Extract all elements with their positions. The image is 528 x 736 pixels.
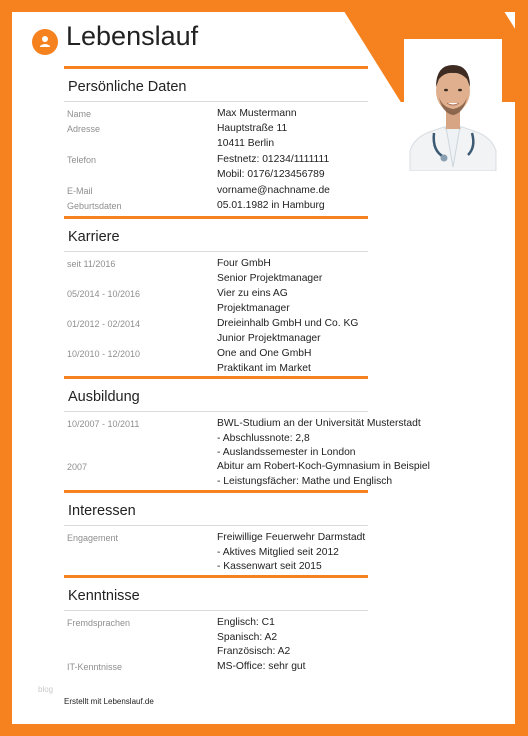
data-row — [64, 287, 368, 317]
data-row — [64, 460, 430, 490]
section-title: Persönliche Daten — [68, 79, 187, 95]
row-value: Vier zu eins AG — [217, 288, 288, 299]
row-label: Adresse — [67, 124, 101, 134]
section-title: Ausbildung — [68, 389, 140, 405]
row-value: MS-Office: sehr gut — [217, 661, 306, 672]
row-value: Freiwillige Feuerwehr Darmstadt — [217, 532, 366, 543]
section-career — [64, 216, 368, 377]
section-title: Interessen — [68, 503, 136, 519]
row-value: Dreieinhalb GmbH und Co. KG — [217, 318, 359, 329]
row-value: Abitur am Robert-Koch-Gymnasium in Beispiel — [217, 461, 430, 472]
data-row — [64, 153, 368, 184]
row-value: Senior Projektmanager — [217, 272, 323, 284]
row-label: E-Mail — [67, 186, 93, 196]
section-skills — [64, 575, 368, 675]
section-title: Karriere — [68, 229, 120, 245]
row-value: Französisch: A2 — [217, 646, 291, 657]
row-value: 05.01.1982 in Hamburg — [217, 200, 325, 211]
data-row — [64, 347, 368, 377]
row-label: Fremdsprachen — [67, 618, 131, 628]
footer-credit: Erstellt mit Lebenslauf.de — [64, 697, 154, 706]
row-value: vorname@nachname.de — [217, 185, 330, 196]
person-download-icon — [32, 29, 58, 55]
row-value: Festnetz: 01234/1111111 — [217, 154, 330, 165]
watermark: blog — [38, 685, 54, 694]
row-value: Four GmbH — [217, 258, 271, 269]
row-label: Geburtsdaten — [67, 201, 122, 211]
row-value: One and One GmbH — [217, 348, 312, 359]
document-title: Lebenslauf — [66, 21, 199, 51]
row-value: - Abschlussnote: 2,8 — [217, 432, 310, 444]
row-value: - Auslandssemester in London — [217, 447, 356, 458]
logo-badge — [32, 29, 58, 55]
row-value: Projektmanager — [217, 302, 290, 314]
section-personal-data — [64, 66, 368, 214]
row-value: Mobil: 0176/123456789 — [217, 168, 325, 180]
row-value: - Kassenwart seit 2015 — [217, 561, 322, 572]
row-value: Englisch: C1 — [217, 617, 275, 628]
data-row — [64, 199, 368, 214]
row-label: Name — [67, 109, 92, 119]
row-value: - Leistungsfächer: Mathe und Englisch — [217, 475, 393, 487]
data-row — [64, 616, 368, 660]
row-value: - Aktives Mitglied seit 2012 — [217, 546, 339, 558]
row-value: Praktikant im Market — [217, 362, 311, 374]
section-education — [64, 376, 430, 490]
section-interests — [64, 490, 368, 575]
data-row — [64, 660, 368, 675]
row-label: 05/2014 - 10/2016 — [67, 289, 141, 299]
section-title: Kenntnisse — [68, 588, 140, 604]
doctor-portrait-photo — [404, 39, 502, 171]
row-label: 01/2012 - 02/2014 — [67, 319, 141, 329]
data-row — [64, 417, 421, 460]
row-value: Junior Projektmanager — [217, 332, 321, 344]
data-row — [64, 531, 368, 575]
row-label: 2007 — [67, 462, 88, 472]
row-value: Spanisch: A2 — [217, 631, 278, 643]
data-row — [64, 184, 368, 199]
row-value: 10411 Berlin — [217, 137, 275, 149]
row-label: 10/2007 - 10/2011 — [67, 419, 140, 429]
resume-page — [12, 12, 515, 724]
row-label: 10/2010 - 12/2010 — [67, 349, 141, 359]
row-value: BWL-Studium an der Universität Musterstadt — [217, 418, 421, 429]
row-label: seit 11/2016 — [67, 259, 116, 269]
profile-photo — [404, 39, 502, 171]
row-label: Telefon — [67, 155, 97, 165]
row-value: Hauptstraße 11 — [217, 123, 288, 134]
data-row — [64, 122, 368, 153]
row-value: Max Mustermann — [217, 108, 297, 119]
data-row — [64, 317, 368, 347]
row-label: Engagement — [67, 533, 119, 543]
row-label: IT-Kenntnisse — [67, 662, 123, 672]
data-row — [64, 107, 368, 122]
data-row — [64, 257, 368, 287]
